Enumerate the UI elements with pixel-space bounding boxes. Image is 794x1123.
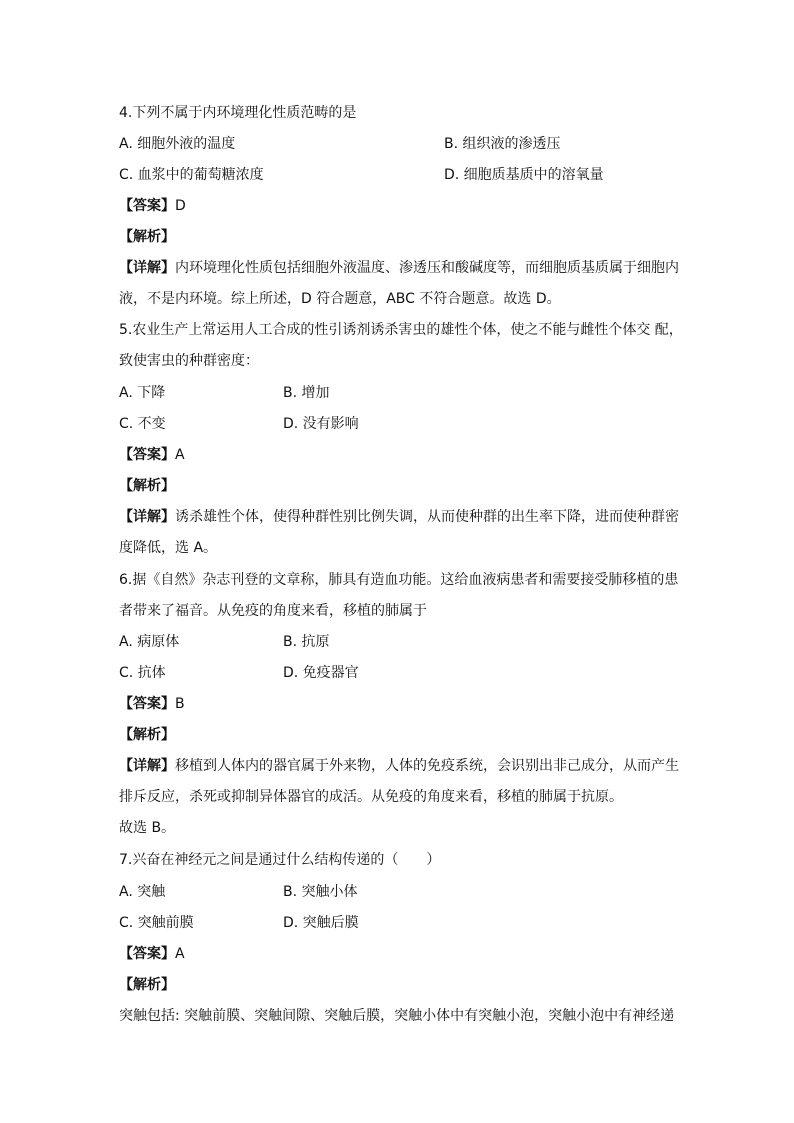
question-7-option-d: D. 突触后膜 <box>283 915 359 931</box>
question-7-stem: 7.兴奋在神经元之间是通过什么结构传递的（ ） <box>119 852 441 868</box>
question-7-option-c: C. 突触前膜 <box>119 915 194 931</box>
question-4-option-d: D. 细胞质基质中的溶氧量 <box>444 167 604 183</box>
question-4-detail-line-1 <box>119 258 679 278</box>
question-5-detail-line-1 <box>119 507 679 527</box>
answer-value: D <box>175 198 186 214</box>
question-5-option-b: B. 增加 <box>283 385 330 401</box>
detail-text: 诱杀雄性个体，使得种群性别比例失调，从而使种群的出生率下降，进而使种群密 <box>175 509 679 525</box>
detail-label: 【详解】 <box>119 758 175 774</box>
question-5-answer <box>119 445 185 465</box>
detail-label: 【详解】 <box>119 260 175 276</box>
question-7-option-b: B. 突触小体 <box>283 884 358 900</box>
answer-value: A <box>175 946 185 962</box>
answer-label: 【答案】 <box>119 198 175 214</box>
question-5-option-a: A. 下降 <box>119 385 166 401</box>
question-6-option-b: B. 抗原 <box>283 634 330 650</box>
question-4-option-c: C. 血浆中的葡萄糖浓度 <box>119 167 264 183</box>
answer-label: 【答案】 <box>119 447 175 463</box>
question-4-analysis-label: 【解析】 <box>119 229 175 245</box>
question-5-stem-line-1: 5.农业生产上常运用人工合成的性引诱剂诱杀害虫的雄性个体，使之不能与雌性个体交 配， <box>119 322 683 338</box>
question-4-option-a: A. 细胞外液的温度 <box>119 136 236 152</box>
answer-value: B <box>175 696 185 712</box>
detail-text: 移植到人体内的器官属于外来物，人体的免疫系统，会识别出非己成分，从而产生 <box>175 758 679 774</box>
question-4-answer <box>119 196 186 216</box>
question-6-stem-line-2: 者带来了福音。从免疫的角度来看，移植的肺属于 <box>119 603 427 619</box>
question-5-option-d: D. 没有影响 <box>283 416 359 432</box>
question-5-stem-line-2: 致使害虫的种群密度： <box>119 353 259 369</box>
question-6-option-a: A. 病原体 <box>119 634 180 650</box>
question-4-option-b: B. 组织液的渗透压 <box>444 136 561 152</box>
question-6-analysis-label: 【解析】 <box>119 727 175 743</box>
question-6-option-d: D. 免疫器官 <box>283 665 359 681</box>
question-7-answer <box>119 944 185 964</box>
question-5-detail-line-2: 度降低，选 A。 <box>119 540 218 556</box>
detail-label: 【详解】 <box>119 509 175 525</box>
question-4-stem: 4.下列不属于内环境理化性质范畴的是 <box>119 105 357 121</box>
question-7-analysis-label: 【解析】 <box>119 977 175 993</box>
question-4-detail-line-2: 液，不是内环境。综上所述，D 符合题意，ABC 不符合题意。故选 D。 <box>119 291 561 307</box>
detail-text: 内环境理化性质包括细胞外液温度、渗透压和酸碱度等，而细胞质基质属于细胞内 <box>175 260 679 276</box>
question-7-option-a: A. 突触 <box>119 884 166 900</box>
question-5-option-c: C. 不变 <box>119 416 166 432</box>
question-6-detail-line-2: 排斥反应，杀死或抑制异体器官的成活。从免疫的角度来看，移植的肺属于抗原。 <box>119 789 623 805</box>
question-6-option-c: C. 抗体 <box>119 665 166 681</box>
answer-label: 【答案】 <box>119 696 175 712</box>
question-6-detail-line-3: 故选 B。 <box>119 820 176 836</box>
question-5-analysis-label: 【解析】 <box>119 478 175 494</box>
question-6-stem-line-1: 6.据《自然》杂志刊登的文章称，肺具有造血功能。这给血液病患者和需要接受肺移植的患 <box>119 572 679 588</box>
answer-value: A <box>175 447 185 463</box>
question-6-answer <box>119 694 185 714</box>
answer-label: 【答案】 <box>119 946 175 962</box>
question-7-detail-line-1: 突触包括: 突触前膜、突触间隙、突触后膜，突触小体中有突触小泡，突触小泡中有神经递 <box>119 1008 675 1024</box>
question-6-detail-line-1 <box>119 756 679 776</box>
